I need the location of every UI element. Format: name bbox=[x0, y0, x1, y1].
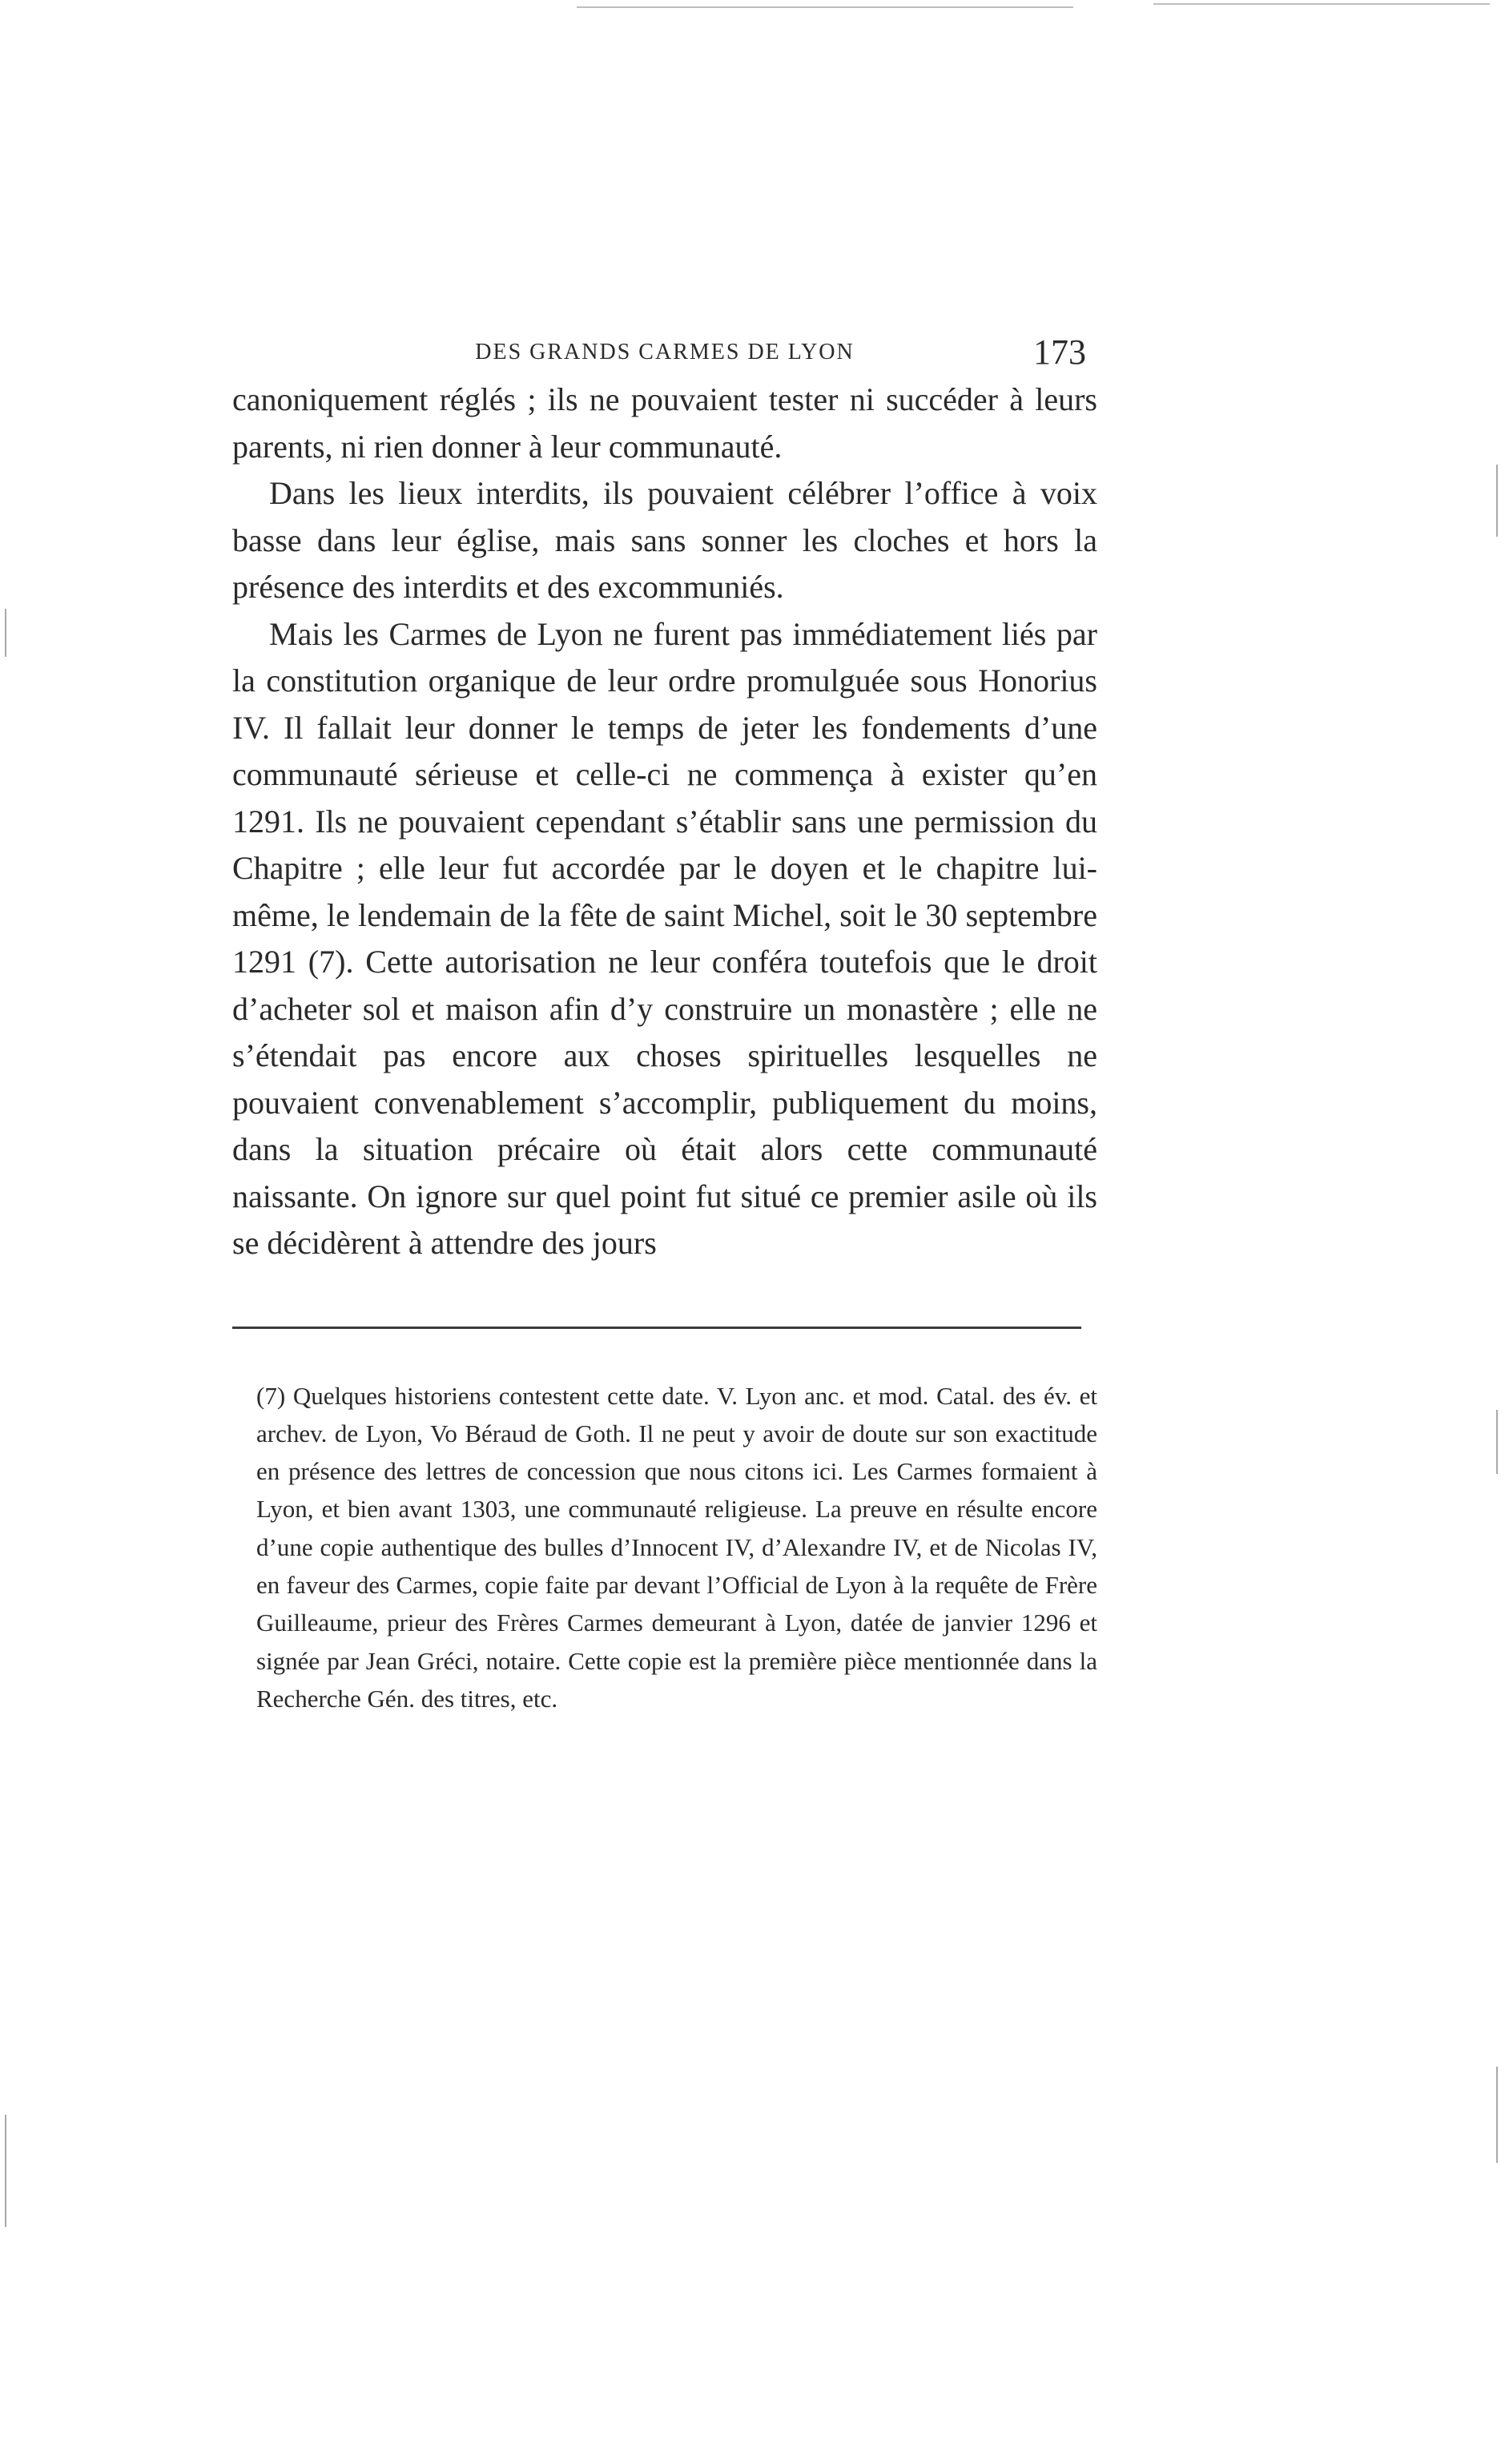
running-title: DES GRANDS CARMES DE LYON bbox=[475, 340, 855, 364]
scan-artifact-edge-mark bbox=[5, 609, 6, 657]
book-page bbox=[232, 320, 1097, 1717]
scan-artifact-edge-mark bbox=[5, 2115, 6, 2227]
scan-artifact-edge-mark bbox=[1496, 2067, 1498, 2163]
paragraph: Mais les Carmes de Lyon ne furent pas immédiatement liés par la constitution organique de leur ordre promulguée sous Honorius IV. Il fallait leur donner le temps de jeter les fondements d’une communauté sérieuse et celle-ci ne commença à exister qu’en 1291. Ils ne pouvaient cependant s’établir sans une permission du Chapitre ; elle leur fut accordée par le doyen et le chapitre lui-même, le lendemain de la fête de saint Michel, soit le 30 septembre 1291 (7). Cette autorisation ne leur conféra toutefois que le droit d’acheter sol et maison afin d’y construire un monastère ; elle ne s’étendait pas encore aux choses spirituelles lesquelles ne pouvaient convenablement s’accomplir, publiquement du moins, dans la situation précaire où était alors cette communauté naissante. On ignore sur quel point fut situé ce premier asile où ils se décidèrent à attendre des jours bbox=[232, 615, 1097, 1261]
scan-artifact-top-rule bbox=[577, 6, 1073, 8]
running-head bbox=[232, 320, 1097, 376]
scan-artifact-edge-mark bbox=[1496, 1410, 1498, 1474]
footnote-text: (7) Quelques historiens contestent cette date. V. Lyon anc. et mod. Catal. des év. et archev. de Lyon, Vo Béraud de Goth. Il ne peut y avoir de doute sur son exactitude en présence des lettres de concession que nous citons ici. Les Carmes formaient à Lyon, et bien avant 1303, une communauté religieuse. La preuve en résulte encore d’une copie authentique des bulles d’Innocent IV, d’Alexandre IV, et de Nicolas IV, en faveur des Carmes, copie faite par devant l’Official de Lyon à la requête de Frère Guilleaume, prieur des Frères Carmes demeurant à Lyon, datée de janvier 1296 et signée par Jean Gréci, notaire. Cette copie est la première pièce mentionnée dans la Recherche Gén. des titres, etc. bbox=[256, 1381, 1097, 1713]
page-number: 173 bbox=[1033, 332, 1086, 372]
footnote bbox=[256, 1377, 1097, 1718]
paragraph: Dans les lieux interdits, ils pouvaient célébrer l’office à voix basse dans leur église, mais sans sonner les cloches et hors la présence des interdits et des excommuniés. bbox=[232, 475, 1097, 605]
scan-artifact-top-rule-right bbox=[1153, 3, 1490, 5]
body-text bbox=[232, 376, 1097, 1267]
footnote-separator bbox=[232, 1327, 1081, 1329]
scan-artifact-edge-mark bbox=[1496, 465, 1498, 537]
paragraph: canoniquement réglés ; ils ne pouvaient tester ni succéder à leurs parents, ni rien donner à leur communauté. bbox=[232, 381, 1097, 465]
